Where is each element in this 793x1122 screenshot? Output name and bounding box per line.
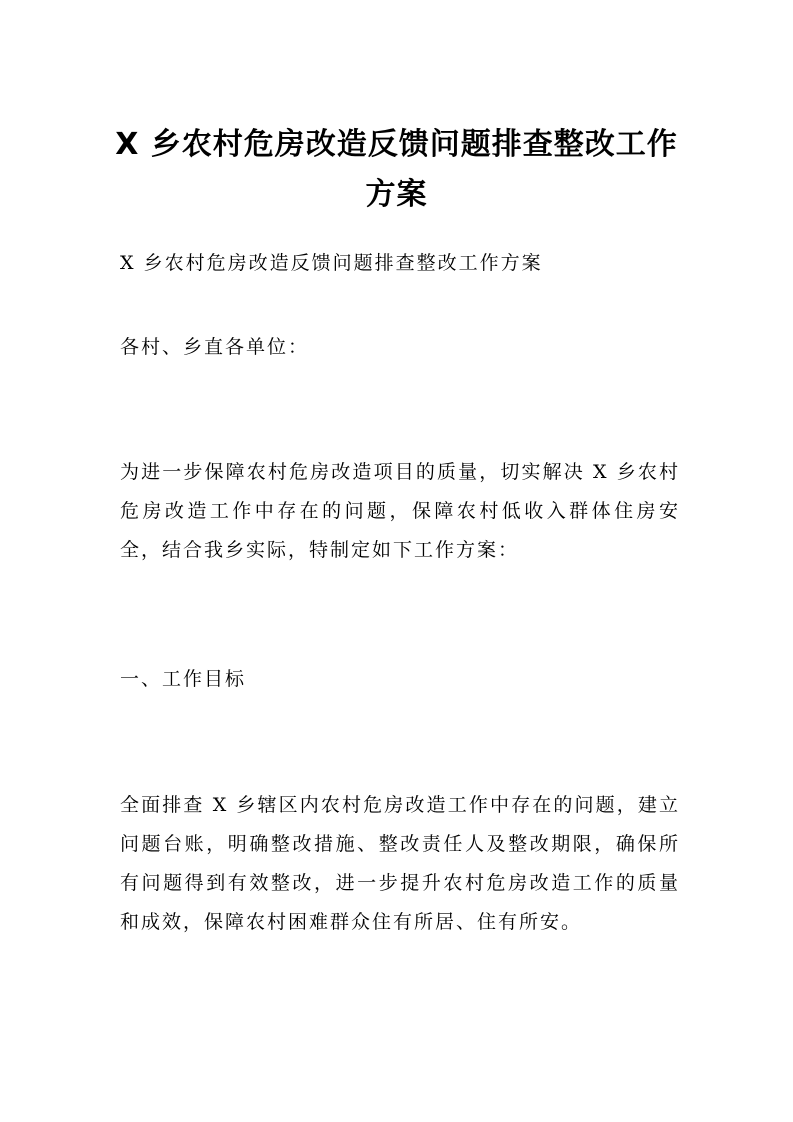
greeting-line: 各村、乡直各单位： xyxy=(120,336,310,358)
document-title: X 乡农村危房改造反馈问题排查整改工作方案 xyxy=(115,127,678,212)
goals-paragraph: 全面排查 X 乡辖区内农村危房改造工作中存在的问题，建立问题台账，明确整改措施、整改责任人及整改期限，确保所有问题得到有效整改，进一步提升农村危房改造工作的质量和成效，保障农村困难群众住有所居、住有所安。 xyxy=(120,794,680,933)
document-subtitle: X 乡农村危房改造反馈问题排查整改工作方案 xyxy=(120,252,543,274)
intro-paragraph: 为进一步保障农村危房改造项目的质量，切实解决 X 乡农村危房改造工作中存在的问题，保障农村低收入群体住房安全，结合我乡实际，特制定如下工作方案： xyxy=(120,461,680,561)
section-heading-goals: 一、工作目标 xyxy=(120,668,247,690)
